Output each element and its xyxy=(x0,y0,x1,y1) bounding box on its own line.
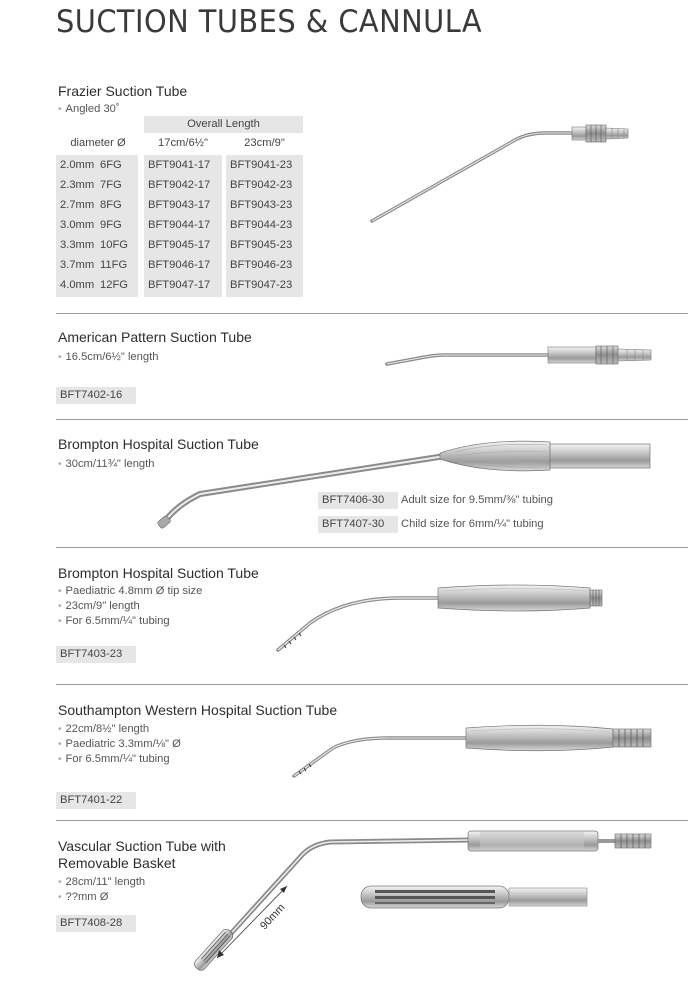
section-divider xyxy=(56,547,688,548)
code-cell: BFT9043-23 xyxy=(230,199,293,211)
code-cell: BFT9045-23 xyxy=(230,239,293,251)
variant-description: Child size for 6mm/¼" tubing xyxy=(401,518,544,530)
section-divider xyxy=(56,684,688,685)
code-cell: BFT9047-23 xyxy=(230,279,293,291)
diameter-column-header: diameter Ø xyxy=(70,137,126,149)
section-divider xyxy=(56,313,688,314)
product-code: BFT7403-23 xyxy=(56,646,136,663)
bullet-item: • 22cm/8½" length xyxy=(58,722,181,737)
dimension-label: 90mm xyxy=(258,901,288,933)
frazier-suction-tube-image xyxy=(360,118,500,228)
diameter-fg: 7FG xyxy=(100,179,122,191)
diameter-column xyxy=(56,155,138,297)
table-row xyxy=(56,155,138,175)
table-row xyxy=(56,215,138,235)
brompton-paediatric-suction-tube-image xyxy=(270,578,610,658)
code-cell: BFT9041-17 xyxy=(148,159,211,171)
product-code: BFT7401-22 xyxy=(56,792,136,809)
american-title: American Pattern Suction Tube xyxy=(58,329,252,345)
code-cell: BFT9044-17 xyxy=(148,219,211,231)
american-suction-tube-image xyxy=(385,340,655,370)
brompton1-title: Brompton Hospital Suction Tube xyxy=(58,436,259,452)
table-row xyxy=(56,235,138,255)
diameter-mm: 2.7mm xyxy=(60,199,95,211)
southampton-suction-tube-image xyxy=(288,718,658,783)
code-cell: BFT9047-17 xyxy=(148,279,211,291)
vascular-title-line1: Vascular Suction Tube with xyxy=(58,838,226,854)
diameter-fg: 9FG xyxy=(100,219,122,231)
code-cell: BFT9046-23 xyxy=(230,259,293,271)
southampton-title: Southampton Western Hospital Suction Tube xyxy=(58,702,338,718)
length-17-column-header: 17cm/6½" xyxy=(158,137,208,149)
vascular-suction-tube-image xyxy=(195,826,665,996)
code-cell: BFT9041-23 xyxy=(230,159,293,171)
diameter-mm: 3.7mm xyxy=(60,259,95,271)
section-divider xyxy=(56,820,688,821)
bullet-item: • 23cm/9" length xyxy=(58,599,202,614)
bullet-item: • Paediatric 3.3mm/⅛" Ø xyxy=(58,737,181,752)
code-23-column xyxy=(226,155,303,297)
page-title: SUCTION TUBES & CANNULA xyxy=(56,4,483,40)
bullet-item: • For 6.5mm/¼" tubing xyxy=(58,752,181,767)
code-cell: BFT9045-17 xyxy=(148,239,211,251)
bullet-item: • 28cm/11" length xyxy=(58,875,145,890)
product-code: BFT7402-16 xyxy=(56,387,136,404)
product-code: BFT7407-30 xyxy=(318,516,398,533)
code-17-column xyxy=(144,155,222,297)
diameter-fg: 12FG xyxy=(100,279,128,291)
bullet-item: • Angled 30˚ xyxy=(58,102,120,117)
diameter-mm: 4.0mm xyxy=(60,279,95,291)
american-bullets xyxy=(58,350,158,365)
overall-length-header: Overall Length xyxy=(144,116,303,133)
table-row xyxy=(56,275,138,295)
variant-description: Adult size for 9.5mm/⅜" tubing xyxy=(401,494,553,506)
southampton-bullets xyxy=(58,722,181,767)
frazier-title: Frazier Suction Tube xyxy=(58,83,188,99)
product-code: BFT7408-28 xyxy=(56,915,136,932)
diameter-mm: 3.3mm xyxy=(60,239,95,251)
bullet-item: • ??mm Ø xyxy=(58,890,145,905)
brompton2-bullets xyxy=(58,584,202,629)
length-23-column-header: 23cm/9" xyxy=(244,137,285,149)
code-cell: BFT9044-23 xyxy=(230,219,293,231)
diameter-mm: 2.0mm xyxy=(60,159,95,171)
bullet-item: • Paediatric 4.8mm Ø tip size xyxy=(58,584,202,599)
bullet-item: • 16.5cm/6½" length xyxy=(58,350,158,365)
diameter-fg: 6FG xyxy=(100,159,122,171)
frazier-bullets xyxy=(58,102,120,117)
table-row xyxy=(56,175,138,195)
code-cell: BFT9042-23 xyxy=(230,179,293,191)
diameter-mm: 3.0mm xyxy=(60,219,95,231)
vascular-title-line2: Removable Basket xyxy=(58,855,176,871)
table-row xyxy=(56,255,138,275)
section-divider xyxy=(56,419,688,420)
vascular-bullets xyxy=(58,875,145,905)
table-row xyxy=(56,195,138,215)
brompton-adult-suction-tube-image xyxy=(155,436,655,531)
diameter-fg: 10FG xyxy=(100,239,128,251)
code-cell: BFT9043-17 xyxy=(148,199,211,211)
bullet-item: • For 6.5mm/¼" tubing xyxy=(58,614,202,629)
diameter-fg: 8FG xyxy=(100,199,122,211)
bullet-item: • 30cm/11¾" length xyxy=(58,457,155,472)
code-cell: BFT9042-17 xyxy=(148,179,211,191)
diameter-mm: 2.3mm xyxy=(60,179,95,191)
brompton2-title: Brompton Hospital Suction Tube xyxy=(58,565,259,581)
code-cell: BFT9046-17 xyxy=(148,259,211,271)
brompton1-bullets xyxy=(58,457,155,472)
diameter-fg: 11FG xyxy=(100,259,128,271)
product-code: BFT7406-30 xyxy=(318,492,398,509)
